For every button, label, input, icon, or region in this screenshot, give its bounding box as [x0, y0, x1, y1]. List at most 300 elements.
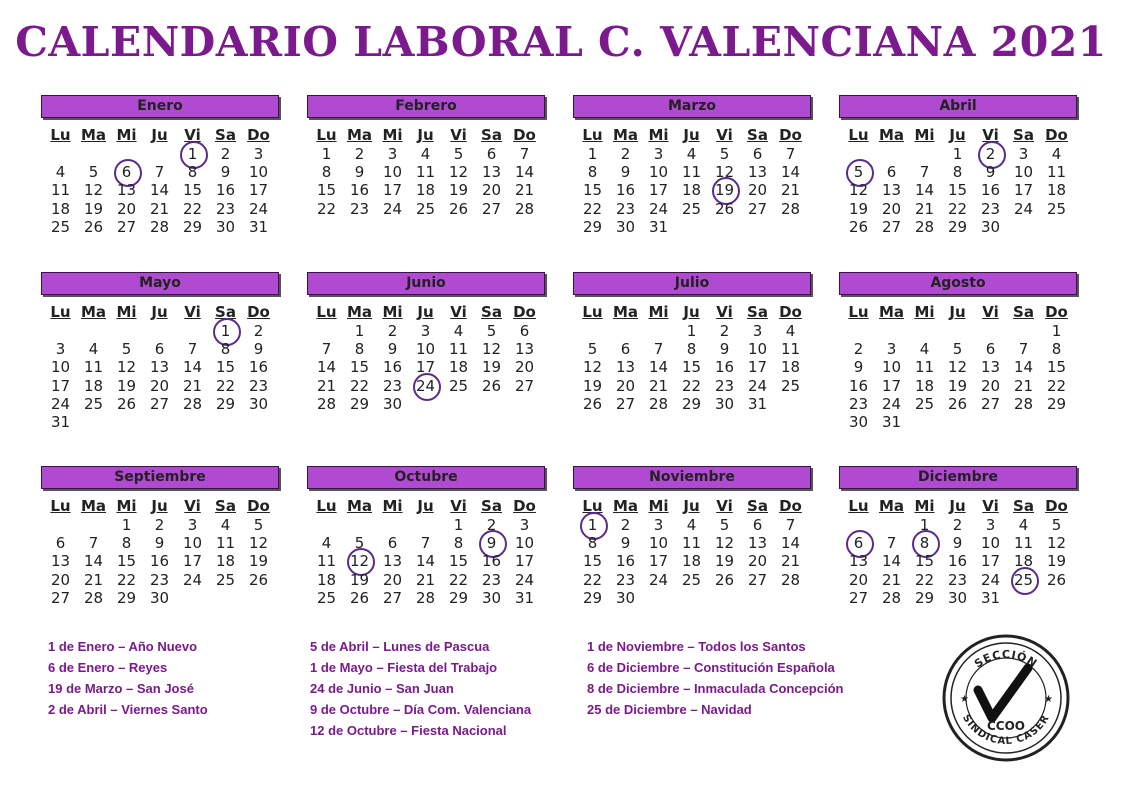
calendar-day: 28	[514, 199, 535, 218]
calendar-day: 20	[481, 181, 502, 200]
calendar-day: 24	[382, 199, 403, 218]
weekday-label: Sa	[481, 497, 502, 515]
calendar-day: 3	[752, 322, 763, 340]
calendar-day: 4	[919, 340, 930, 359]
calendar-day: 9	[220, 163, 231, 182]
calendar-day: 24	[648, 199, 669, 218]
weekday-label: Ma	[346, 126, 373, 144]
weekday-label: Ju	[151, 126, 168, 144]
calendar-day: 26	[481, 376, 502, 395]
calendar-day: 8	[187, 163, 198, 182]
calendar-day: 19	[481, 358, 502, 377]
calendar-day: 17	[248, 181, 269, 200]
calendar-day: 26	[349, 588, 370, 607]
calendar-day: 15	[448, 552, 469, 571]
calendar-day: 26	[116, 394, 137, 413]
calendar-day: 29	[681, 394, 702, 413]
calendar-day: 24	[248, 199, 269, 218]
calendar-day: 6	[486, 145, 497, 163]
holiday-day: 9	[475, 534, 508, 552]
empty-cell	[409, 516, 442, 534]
calendar-day: 6	[154, 340, 165, 359]
weekday-label: Ju	[417, 126, 434, 144]
calendar-day: 15	[582, 552, 603, 571]
calendar-day: 27	[382, 588, 403, 607]
calendar-day: 12	[848, 181, 869, 200]
month-days-grid	[44, 496, 279, 607]
calendar-day: 21	[514, 181, 535, 200]
weekday-label: Ju	[683, 497, 700, 515]
weekday-label: Vi	[982, 126, 999, 144]
calendar-day: 7	[519, 145, 530, 163]
calendar-day: 12	[448, 163, 469, 182]
month-days-grid	[576, 125, 811, 236]
calendar-day: 30	[615, 217, 636, 236]
weekday-label: Sa	[747, 497, 768, 515]
empty-cell	[875, 322, 908, 340]
calendar-day: 25	[914, 394, 935, 413]
calendar-day: 22	[349, 376, 370, 395]
calendar-day: 18	[83, 376, 104, 395]
month-days-grid	[44, 302, 279, 431]
empty-cell	[44, 516, 77, 534]
calendar-day: 22	[116, 570, 137, 589]
weekday-label: Ma	[878, 497, 905, 515]
calendar-day: 25	[1046, 199, 1067, 218]
calendar-day: 27	[149, 394, 170, 413]
ccoo-seal-logo	[940, 632, 1072, 764]
empty-cell	[143, 322, 176, 340]
calendar-day: 12	[947, 358, 968, 377]
weekday-label: Lu	[582, 497, 603, 515]
weekday-label: Lu	[50, 497, 71, 515]
weekday-label: Mi	[116, 303, 137, 321]
calendar-day: 15	[1046, 358, 1067, 377]
weekday-label: Ma	[612, 497, 639, 515]
calendar-day: 31	[248, 217, 269, 236]
empty-cell	[310, 322, 343, 340]
weekday-label: Lu	[848, 497, 869, 515]
calendar-day: 17	[514, 552, 535, 571]
calendar-day: 25	[415, 199, 436, 218]
weekday-label: Mi	[914, 126, 935, 144]
calendar-day: 27	[50, 588, 71, 607]
calendar-day: 19	[83, 199, 104, 218]
calendar-day: 13	[149, 358, 170, 377]
calendar-day: 10	[980, 534, 1001, 553]
calendar-day: 14	[881, 552, 902, 571]
calendar-day: 11	[83, 358, 104, 377]
calendar-day: 10	[881, 358, 902, 377]
calendar-day: 20	[747, 552, 768, 571]
calendar-day: 11	[780, 340, 801, 359]
calendar-day: 18	[681, 552, 702, 571]
calendar-day: 20	[382, 570, 403, 589]
calendar-day: 21	[780, 552, 801, 571]
calendar-day: 5	[453, 145, 464, 163]
month-header: Octubre	[307, 466, 545, 489]
calendar-day: 27	[747, 570, 768, 589]
weekday-label: Sa	[747, 303, 768, 321]
calendar-day: 3	[253, 145, 264, 163]
calendar-day: 4	[55, 163, 66, 182]
calendar-day: 10	[382, 163, 403, 182]
calendar-day: 10	[1013, 163, 1034, 182]
calendar-day: 23	[248, 376, 269, 395]
calendar-day: 12	[248, 534, 269, 553]
calendar-day: 30	[714, 394, 735, 413]
calendar-day: 13	[881, 181, 902, 200]
calendar-day: 14	[780, 534, 801, 553]
calendar-day: 9	[387, 340, 398, 359]
calendar-day: 20	[980, 376, 1001, 395]
calendar-day: 23	[848, 394, 869, 413]
empty-cell	[77, 516, 110, 534]
calendar-day: 21	[1013, 376, 1034, 395]
calendar-day: 12	[116, 358, 137, 377]
weekday-label: Ma	[346, 497, 373, 515]
calendar-day: 1	[919, 516, 930, 534]
month-header: Julio	[573, 272, 811, 295]
calendar-day: 20	[50, 570, 71, 589]
calendar-day: 26	[714, 570, 735, 589]
calendar-day: 11	[681, 534, 702, 553]
weekday-label: Vi	[716, 303, 733, 321]
empty-cell	[143, 145, 176, 163]
calendar-day: 21	[780, 181, 801, 200]
calendar-day: 2	[620, 516, 631, 534]
calendar-day: 20	[881, 199, 902, 218]
calendar-day: 10	[747, 340, 768, 359]
logo-top-text: SECCIÓN	[972, 647, 1040, 671]
calendar-day: 20	[747, 181, 768, 200]
month-header: Abril	[839, 95, 1077, 118]
calendar-day: 23	[349, 199, 370, 218]
calendar-day: 24	[648, 570, 669, 589]
holiday-day: 1	[209, 322, 242, 340]
weekday-label: Lu	[848, 126, 869, 144]
weekday-label: Lu	[50, 303, 71, 321]
calendar-day: 25	[316, 588, 337, 607]
weekday-label: Mi	[648, 126, 669, 144]
calendar-day: 14	[914, 181, 935, 200]
calendar-day: 23	[980, 199, 1001, 218]
calendar-day: 23	[947, 570, 968, 589]
calendar-day: 17	[980, 552, 1001, 571]
calendar-day: 29	[215, 394, 236, 413]
calendar-day: 18	[1013, 552, 1034, 571]
calendar-day: 29	[182, 217, 203, 236]
calendar-day: 14	[83, 552, 104, 571]
calendar-day: 7	[653, 340, 664, 359]
weekday-label: Vi	[450, 497, 467, 515]
weekday-label: Mi	[116, 497, 137, 515]
calendar-day: 4	[88, 340, 99, 359]
calendar-day: 13	[481, 163, 502, 182]
calendar-day: 28	[182, 394, 203, 413]
calendar-day: 7	[420, 534, 431, 553]
calendar-day: 21	[914, 199, 935, 218]
calendar-day: 1	[321, 145, 332, 163]
calendar-day: 22	[215, 376, 236, 395]
calendar-day: 11	[316, 552, 337, 571]
calendar-day: 12	[1046, 534, 1067, 553]
calendar-day: 30	[215, 217, 236, 236]
calendar-day: 23	[615, 570, 636, 589]
weekday-label: Vi	[716, 126, 733, 144]
calendar-day: 5	[587, 340, 598, 359]
calendar-day: 20	[514, 358, 535, 377]
holiday-entry: 1 de Mayo – Fiesta del Trabajo	[310, 660, 498, 675]
month-days-grid	[310, 496, 545, 607]
weekday-label: Sa	[1013, 303, 1034, 321]
weekday-label: Sa	[481, 303, 502, 321]
calendar-day: 15	[914, 552, 935, 571]
calendar-day: 31	[648, 217, 669, 236]
calendar-day: 10	[248, 163, 269, 182]
calendar-day: 1	[587, 145, 598, 163]
calendar-day: 17	[415, 358, 436, 377]
calendar-day: 19	[448, 181, 469, 200]
calendar-day: 14	[1013, 358, 1034, 377]
calendar-day: 30	[615, 588, 636, 607]
calendar-day: 7	[187, 340, 198, 359]
calendar-day: 24	[514, 570, 535, 589]
calendar-day: 16	[947, 552, 968, 571]
calendar-day: 13	[848, 552, 869, 571]
calendar-day: 22	[1046, 376, 1067, 395]
month-days-grid	[842, 125, 1077, 236]
calendar-day: 2	[387, 322, 398, 340]
empty-cell	[576, 322, 609, 340]
month-septiembre	[41, 466, 279, 607]
calendar-day: 9	[952, 534, 963, 553]
month-junio	[307, 272, 545, 413]
calendar-day: 21	[881, 570, 902, 589]
month-octubre	[307, 466, 545, 607]
holiday-entry: 5 de Abril – Lunes de Pascua	[310, 639, 490, 654]
calendar-day: 27	[481, 199, 502, 218]
calendar-day: 3	[55, 340, 66, 359]
calendar-day: 10	[415, 340, 436, 359]
empty-cell	[609, 322, 642, 340]
empty-cell	[908, 322, 941, 340]
weekday-label: Sa	[481, 126, 502, 144]
calendar-day: 14	[415, 552, 436, 571]
calendar-day: 23	[215, 199, 236, 218]
calendar-day: 22	[582, 570, 603, 589]
weekday-label: Ma	[80, 126, 107, 144]
calendar-day: 31	[50, 412, 71, 431]
weekday-label: Ju	[417, 497, 434, 515]
calendar-day: 19	[116, 376, 137, 395]
calendar-day: 10	[182, 534, 203, 553]
calendar-day: 25	[215, 570, 236, 589]
empty-cell	[842, 322, 875, 340]
holiday-entry: 6 de Enero – Reyes	[48, 660, 168, 675]
calendar-day: 7	[919, 163, 930, 182]
weekday-label: Ma	[612, 126, 639, 144]
holiday-entry: 9 de Octubre – Día Com. Valenciana	[310, 702, 532, 717]
weekday-label: Ju	[417, 303, 434, 321]
calendar-day: 22	[681, 376, 702, 395]
calendar-day: 2	[220, 145, 231, 163]
calendar-day: 2	[354, 145, 365, 163]
calendar-day: 25	[681, 570, 702, 589]
calendar-day: 26	[848, 217, 869, 236]
weekday-label: Vi	[716, 497, 733, 515]
holiday-entry: 12 de Octubre – Fiesta Nacional	[310, 723, 507, 738]
calendar-day: 16	[149, 552, 170, 571]
calendar-day: 2	[253, 322, 264, 340]
calendar-day: 23	[714, 376, 735, 395]
weekday-label: Ju	[151, 497, 168, 515]
calendar-day: 13	[116, 181, 137, 200]
calendar-day: 5	[1051, 516, 1062, 534]
calendar-day: 21	[149, 199, 170, 218]
weekday-label: Vi	[184, 303, 201, 321]
holiday-entry: 19 de Marzo – San José	[48, 681, 194, 696]
empty-cell	[310, 516, 343, 534]
weekday-label: Do	[513, 126, 536, 144]
calendar-day: 4	[785, 322, 796, 340]
calendar-day: 24	[747, 376, 768, 395]
calendar-day: 8	[587, 534, 598, 553]
calendar-day: 16	[215, 181, 236, 200]
logo-bottom-text: SINDICAL CASER	[960, 712, 1052, 748]
calendar-day: 8	[321, 163, 332, 182]
weekday-label: Ma	[80, 497, 107, 515]
calendar-day: 20	[149, 376, 170, 395]
holiday-entry: 8 de Diciembre – Inmaculada Concepción	[587, 681, 844, 696]
weekday-label: Sa	[1013, 126, 1034, 144]
weekday-label: Vi	[982, 497, 999, 515]
calendar-day: 29	[1046, 394, 1067, 413]
calendar-day: 29	[582, 217, 603, 236]
holiday-day: 19	[708, 181, 741, 199]
weekday-label: Mi	[648, 497, 669, 515]
calendar-day: 17	[1013, 181, 1034, 200]
calendar-day: 28	[1013, 394, 1034, 413]
calendar-day: 11	[215, 534, 236, 553]
calendar-day: 3	[387, 145, 398, 163]
calendar-day: 15	[116, 552, 137, 571]
month-header: Enero	[41, 95, 279, 118]
calendar-day: 27	[848, 588, 869, 607]
holiday-day: 6	[110, 163, 143, 181]
weekday-label: Vi	[184, 126, 201, 144]
calendar-day: 17	[648, 181, 669, 200]
holiday-day: 2	[974, 145, 1007, 163]
month-febrero	[307, 95, 545, 218]
calendar-day: 26	[1046, 570, 1067, 589]
holiday-entry: 25 de Diciembre – Navidad	[587, 702, 752, 717]
weekday-label: Do	[779, 126, 802, 144]
calendar-day: 8	[686, 340, 697, 359]
calendar-day: 19	[1046, 552, 1067, 571]
calendar-day: 18	[316, 570, 337, 589]
calendar-day: 20	[848, 570, 869, 589]
calendar-day: 5	[88, 163, 99, 182]
calendar-day: 3	[985, 516, 996, 534]
calendar-day: 3	[187, 516, 198, 534]
calendar-day: 15	[349, 358, 370, 377]
calendar-day: 30	[248, 394, 269, 413]
weekday-label: Do	[1045, 126, 1068, 144]
calendar-day: 26	[248, 570, 269, 589]
calendar-day: 8	[354, 340, 365, 359]
holiday-day: 5	[842, 163, 875, 181]
weekday-label: Do	[247, 303, 270, 321]
calendar-day: 17	[747, 358, 768, 377]
weekday-label: Ju	[949, 303, 966, 321]
calendar-day: 18	[681, 181, 702, 200]
calendar-day: 14	[780, 163, 801, 182]
calendar-day: 3	[519, 516, 530, 534]
calendar-day: 25	[83, 394, 104, 413]
empty-cell	[908, 145, 941, 163]
calendar-day: 7	[785, 145, 796, 163]
calendar-day: 1	[952, 145, 963, 163]
calendar-day: 4	[686, 145, 697, 163]
calendar-day: 28	[914, 217, 935, 236]
calendar-day: 10	[514, 534, 535, 553]
calendar-day: 19	[582, 376, 603, 395]
calendar-day: 22	[582, 199, 603, 218]
calendar-day: 13	[747, 163, 768, 182]
calendar-day: 18	[448, 358, 469, 377]
calendar-day: 21	[316, 376, 337, 395]
calendar-day: 11	[1046, 163, 1067, 182]
calendar-day: 16	[615, 181, 636, 200]
holiday-list-3	[587, 636, 843, 720]
calendar-day: 28	[316, 394, 337, 413]
calendar-day: 23	[382, 376, 403, 395]
calendar-day: 14	[514, 163, 535, 182]
month-diciembre	[839, 466, 1077, 607]
month-header: Marzo	[573, 95, 811, 118]
weekday-label: Vi	[184, 497, 201, 515]
calendar-day: 19	[714, 552, 735, 571]
calendar-day: 1	[1051, 322, 1062, 340]
calendar-day: 24	[980, 570, 1001, 589]
weekday-label: Lu	[50, 126, 71, 144]
calendar-day: 10	[50, 358, 71, 377]
calendar-day: 30	[481, 588, 502, 607]
weekday-label: Sa	[215, 303, 236, 321]
month-agosto	[839, 272, 1077, 431]
calendar-day: 10	[648, 534, 669, 553]
calendar-day: 13	[980, 358, 1001, 377]
calendar-day: 5	[719, 516, 730, 534]
weekday-label: Mi	[914, 497, 935, 515]
weekday-label: Lu	[848, 303, 869, 321]
weekday-label: Mi	[382, 497, 403, 515]
holiday-list-1	[48, 636, 208, 720]
month-abril	[839, 95, 1077, 236]
calendar-day: 16	[382, 358, 403, 377]
page-title: CALENDARIO LABORAL C. VALENCIANA 2021	[15, 18, 1107, 66]
calendar-day: 2	[154, 516, 165, 534]
calendar-day: 19	[947, 376, 968, 395]
calendar-day: 2	[719, 322, 730, 340]
holiday-day: 12	[343, 552, 376, 570]
calendar-day: 2	[853, 340, 864, 359]
calendar-day: 9	[719, 340, 730, 359]
calendar-day: 8	[587, 163, 598, 182]
calendar-day: 31	[980, 588, 1001, 607]
empty-cell	[941, 322, 974, 340]
